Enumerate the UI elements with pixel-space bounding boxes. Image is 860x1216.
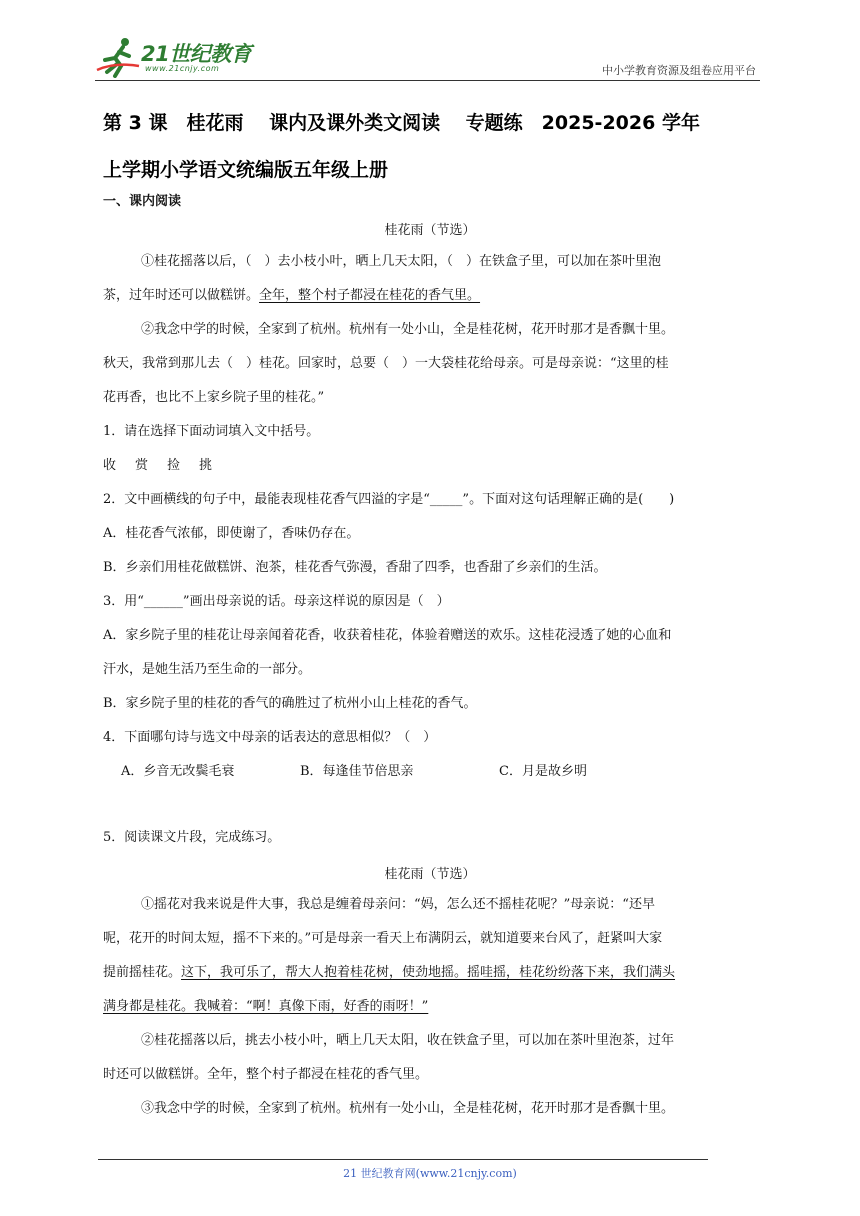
question-1-words: 收 赏 捡 挑 [103,458,216,473]
logo [95,34,295,78]
question-3-option-b: B．家乡院子里的桂花的香气的确胜过了杭州小山上桂花的香气。 [103,696,477,711]
passage2-p1-line1: ①摇花对我来说是件大事，我总是缠着母亲问：“妈，怎么还不摇桂花呢？”母亲说：“还早 [141,897,655,912]
footer-text: 21 世纪教育网(www.21cnjy.com) [343,1167,517,1180]
logo-text: 21世纪教育 [141,42,252,66]
question-2: 2．文中画横线的句子中，最能表现桂花香气四溢的字是“_____”。下面对这句话理解正确的是( ) [103,492,675,507]
question-4-option-a: A．乡音无改鬓毛衰 [121,764,235,779]
question-4-option-b: B．每逢佳节倍思亲 [300,764,414,779]
logo-url: www.21cnjy.com [145,64,220,73]
question-4-option-c: C．月是故乡明 [499,764,587,779]
passage2-p1-line2: 呢，花开的时间太短，摇不下来的。”可是母亲一看天上布满阴云，就知道要来台风了，赶紧叫大家 [103,931,663,946]
passage2-p2-line2: 时还可以做糕饼。全年，整个村子都浸在桂花的香气里。 [103,1067,429,1082]
underlined-sentence: 全年，整个村子都浸在桂花的香气里。 [259,288,481,303]
section-heading: 一、课内阅读 [103,194,182,209]
passage2-title: 桂花雨（节选） [384,867,476,882]
page-title-line2: 上学期小学语文统编版五年级上册 [103,159,389,181]
passage2-p3-line1: ③我念中学的时候，全家到了杭州。杭州有一处小山，全是桂花树，花开时那才是香飘十里。 [141,1101,675,1116]
question-3-option-a-line2: 汗水，是她生活乃至生命的一部分。 [103,662,312,677]
passage1-p2-line1: ②我念中学的时候，全家到了杭州。杭州有一处小山，全是桂花树，花开时那才是香飘十里。 [141,322,675,337]
question-3-option-a-line1: A．家乡院子里的桂花让母亲闻着花香，收获着桂花，体验着赠送的欢乐。这桂花浸透了她的心血和 [103,628,672,643]
page-title-line1: 第 3 课 桂花雨 课内及课外类文阅读 专题练 2025-2026 学年 [103,112,700,134]
runner-logo-icon [95,36,143,78]
passage1-title: 桂花雨（节选） [384,223,476,238]
question-1: 1．请在选择下面动词填入文中括号。 [103,424,320,439]
passage1-p1-line1: ①桂花摇落以后，（ ）去小枝小叶，晒上几天太阳，（ ）在铁盒子里，可以加在茶叶里泡 [141,254,662,269]
question-5: 5．阅读课文片段，完成练习。 [103,830,281,845]
passage2-p1-line3: 提前摇桂花。这下，我可乐了，帮大人抱着桂花树，使劲地摇。摇哇摇，桂花纷纷落下来，我们满头 [103,965,676,980]
passage2-p1-line4: 满身都是桂花。我喊着：“啊！真像下雨，好香的雨呀！” [103,999,429,1014]
passage2-p2-line1: ②桂花摇落以后，挑去小枝小叶，晒上几天太阳，收在铁盒子里，可以加在茶叶里泡茶，过年 [141,1033,675,1048]
footer-divider [98,1159,708,1160]
platform-label: 中小学教育资源及组卷应用平台 [602,64,756,77]
passage1-p2-line2: 秋天，我常到那儿去（ ）桂花。回家时，总要（ ）一大袋桂花给母亲。可是母亲说：“这里的桂 [103,356,669,371]
question-4: 4．下面哪句诗与选文中母亲的话表达的意思相似？（ ） [103,730,437,745]
underlined-sentence: 这下，我可乐了，帮大人抱着桂花树，使劲地摇。摇哇摇，桂花纷纷落下来，我们满头 [181,965,676,980]
passage1-p2-line3: 花再香，也比不上家乡院子里的桂花。” [103,390,325,405]
question-2-option-a: A．桂花香气浓郁，即使谢了，香味仍存在。 [103,526,360,541]
question-3: 3．用“______”画出母亲说的话。母亲这样说的原因是（ ） [103,594,450,609]
passage1-p1-line2: 茶，过年时还可以做糕饼。全年，整个村子都浸在桂花的香气里。 [103,288,481,303]
page-header [95,34,760,81]
question-2-option-b: B．乡亲们用桂花做糕饼、泡茶，桂花香气弥漫，香甜了四季，也香甜了乡亲们的生活。 [103,560,607,575]
